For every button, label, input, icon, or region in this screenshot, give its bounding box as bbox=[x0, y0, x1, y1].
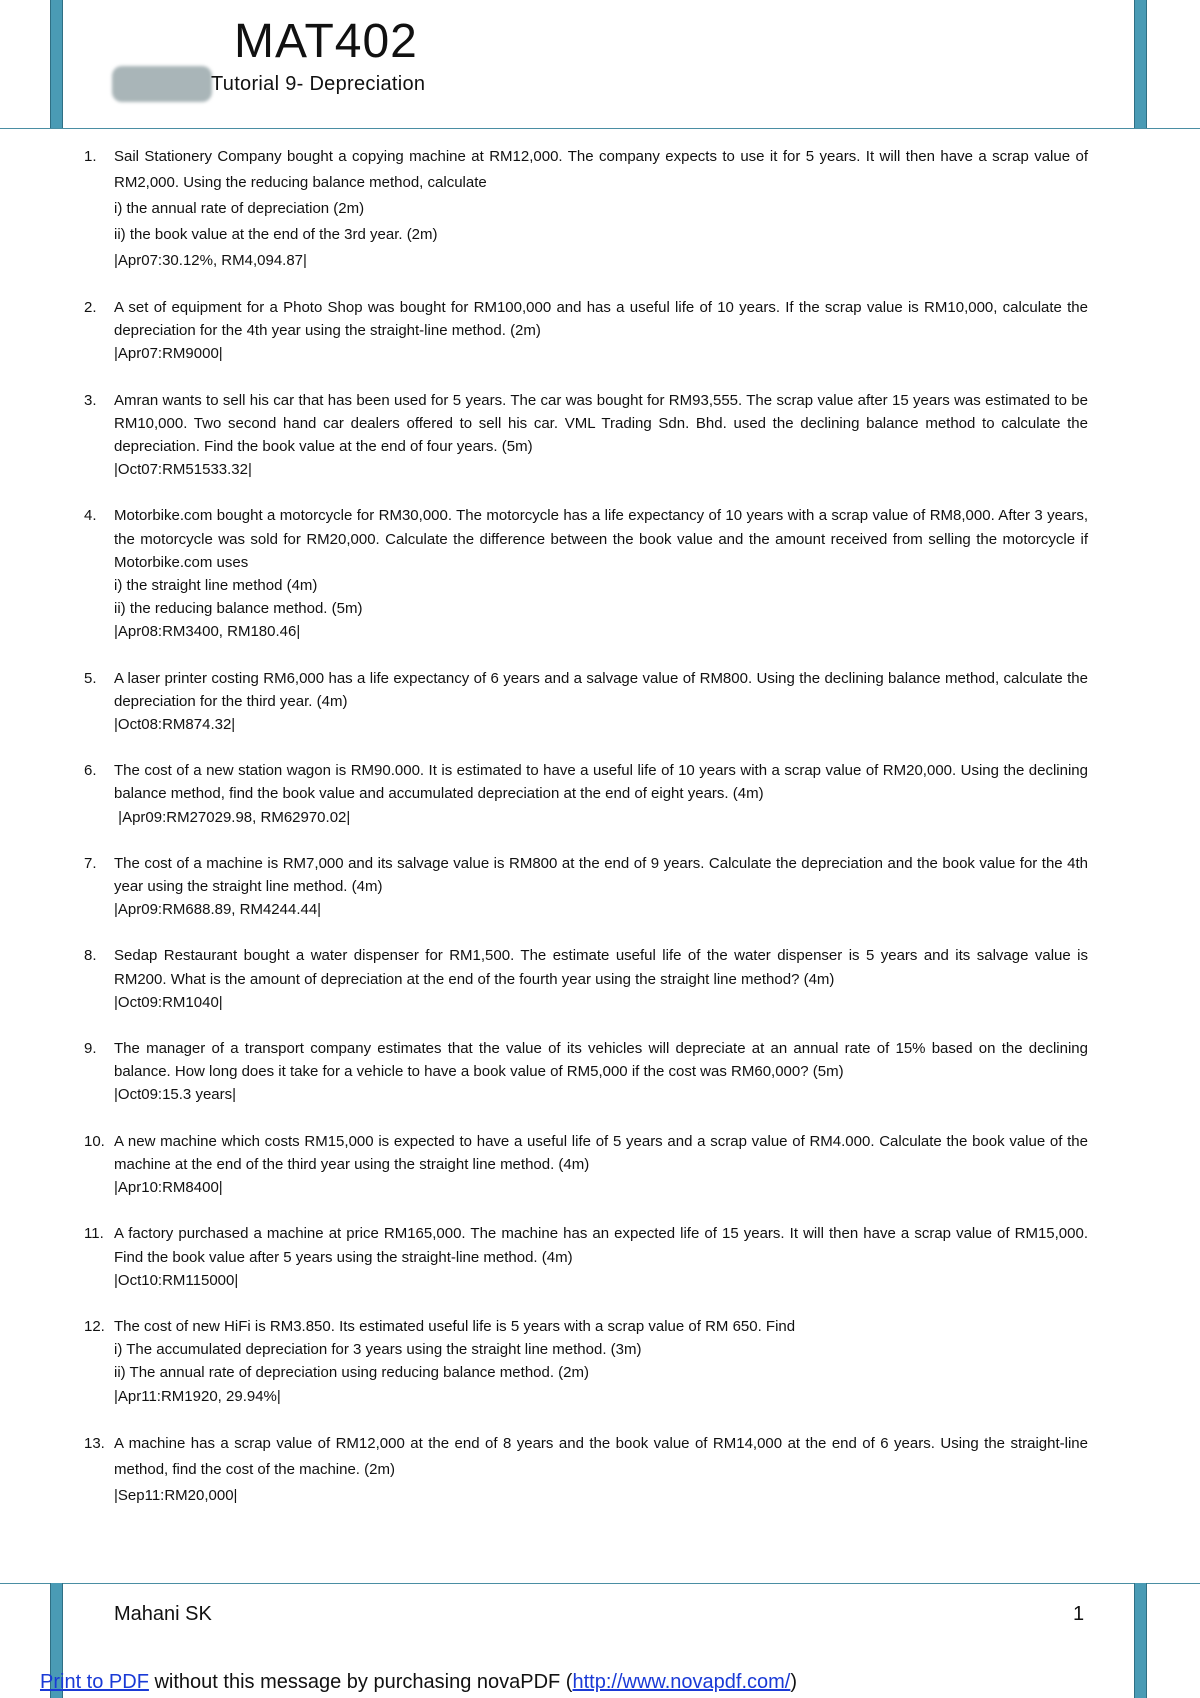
question-item bbox=[84, 504, 1093, 643]
question-text: i) the straight line method (4m) bbox=[114, 577, 318, 595]
footer-right-bar bbox=[1134, 1583, 1147, 1698]
question-text: A machine has a scrap value of RM12,000 at the end of 8 years and the book value of RM14,000 at the end of 6 years. Using the straight-line method, find the cost of the machine. (2m) bbox=[114, 1434, 1093, 1478]
question-item bbox=[84, 1315, 1088, 1408]
question-text: ii) the reducing balance method. (5m) bbox=[114, 600, 363, 618]
question-text: The cost of new HiFi is RM3.850. Its estimated useful life is 5 years with a scrap value of RM 650. Find bbox=[114, 1317, 796, 1335]
question-item bbox=[84, 144, 1093, 274]
question-item bbox=[84, 667, 1093, 737]
novapdf-url-link[interactable]: http://www.novapdf.com/ bbox=[572, 1671, 791, 1693]
novapdf-message: without this message by purchasing novaPDF ( bbox=[148, 1671, 573, 1693]
question-number: 6. bbox=[84, 762, 97, 780]
question-text: A new machine which costs RM15,000 is expected to have a useful life of 5 years and a scrap value of RM4.000. Calculate the book value of the machine at the end of the third year using the straight line method. (4m) bbox=[114, 1132, 1093, 1173]
question-number: 9. bbox=[84, 1040, 97, 1058]
question-text: Sail Stationery Company bought a copying machine at RM12,000. The company expects to use it for 5 years. It will then have a scrap value of RM2,000. Using the reducing balance method, calculate bbox=[114, 148, 1093, 191]
question-answer-key: |Apr09:RM27029.98, RM62970.02| bbox=[114, 808, 351, 826]
question-text: A set of equipment for a Photo Shop was bought for RM100,000 and has a useful life of 10 years. If the scrap value is RM10,000, calculate the depreciation for the 4th year using the straight-line method. (2m) bbox=[114, 299, 1093, 340]
question-text: i) The accumulated depreciation for 3 years using the straight line method. (3m) bbox=[114, 1341, 642, 1359]
question-number: 1. bbox=[84, 148, 97, 165]
question-answer-key: |Oct10:RM115000| bbox=[114, 1271, 239, 1289]
footer-rule bbox=[0, 1583, 1200, 1584]
page-number: 1 bbox=[1073, 1603, 1085, 1625]
course-code-title: MAT402 bbox=[234, 15, 418, 68]
novapdf-watermark-line bbox=[40, 1669, 797, 1695]
question-item bbox=[84, 944, 1093, 1014]
question-answer-key: |Apr11:RM1920, 29.94%| bbox=[114, 1387, 281, 1405]
question-text: A laser printer costing RM6,000 has a life expectancy of 6 years and a salvage value of RM800. Using the declining balance method, calculate the depreciation for the third year. (4m) bbox=[114, 669, 1093, 710]
question-number: 13. bbox=[84, 1434, 105, 1452]
question-number: 3. bbox=[84, 391, 97, 409]
print-to-pdf-link[interactable]: Print to PDF bbox=[40, 1671, 149, 1693]
question-list bbox=[84, 144, 1093, 1509]
question-text: The cost of a new station wagon is RM90.000. It is estimated to have a useful life of 10 years with a scrap value of RM20,000. Using the declining balance method, find the book value and accumulated depreciation at the end of eight years. (4m) bbox=[114, 762, 1093, 803]
question-answer-key: |Oct08:RM874.32| bbox=[114, 716, 236, 734]
question-answer-key: |Oct09:15.3 years| bbox=[114, 1086, 237, 1104]
question-item bbox=[84, 296, 1093, 366]
question-text: A factory purchased a machine at price RM165,000. The machine has an expected life of 15 years. It will then have a scrap value of RM15,000. Find the book value after 5 years using the straight-line method. (4m) bbox=[114, 1225, 1093, 1266]
question-number: 7. bbox=[84, 854, 97, 872]
question-number: 2. bbox=[84, 299, 97, 316]
question-text: ii) the book value at the end of the 3rd year. (2m) bbox=[114, 226, 438, 243]
question-text: Amran wants to sell his car that has been used for 5 years. The car was bought for RM93,555. The scrap value after 15 years was estimated to be RM10,000. Two second hand car dealers offered to sell his car. VML Trading Sdn. Bhd. used the declining balance method to calculate the depreciation. Find the book value at the end of four years. (5m) bbox=[114, 391, 1093, 456]
question-number: 8. bbox=[84, 947, 97, 965]
question-item bbox=[84, 1130, 1093, 1200]
question-answer-key: |Oct09:RM1040| bbox=[114, 993, 223, 1011]
question-text: Sedap Restaurant bought a water dispenser for RM1,500. The estimate useful life of the water dispenser is 5 years and its salvage value is RM200. What is the amount of depreciation at the end of the fourth year using the straight line method? (4m) bbox=[114, 947, 1093, 988]
novapdf-close-paren: ) bbox=[790, 1671, 798, 1693]
question-answer-key: |Apr08:RM3400, RM180.46| bbox=[114, 623, 301, 641]
question-number: 5. bbox=[84, 669, 97, 687]
header-rule bbox=[0, 128, 1200, 129]
tutorial-subtitle: Tutorial 9- Depreciation bbox=[211, 73, 426, 95]
header-right-bar bbox=[1134, 0, 1147, 129]
header-left-bar bbox=[50, 0, 63, 129]
redacted-name-blur bbox=[112, 66, 212, 102]
question-item bbox=[84, 759, 1093, 829]
question-answer-key: |Apr07:RM9000| bbox=[114, 345, 223, 363]
question-text: i) the annual rate of depreciation (2m) bbox=[114, 200, 365, 217]
question-item bbox=[84, 1431, 1093, 1509]
question-item bbox=[84, 852, 1093, 922]
question-item bbox=[84, 1037, 1093, 1107]
question-text: ii) The annual rate of depreciation using reducing balance method. (2m) bbox=[114, 1364, 590, 1382]
question-text: Motorbike.com bought a motorcycle for RM30,000. The motorcycle has a life expectancy of 10 years with a scrap value of RM8,000. After 3 years, the motorcycle was sold for RM20,000. Calculate the difference between the book value and the amount received from selling the motorcycle if Motorbike.com uses bbox=[114, 507, 1093, 571]
question-item bbox=[84, 389, 1093, 482]
question-number: 4. bbox=[84, 507, 97, 525]
question-item bbox=[84, 1222, 1093, 1292]
question-number: 11. bbox=[84, 1225, 104, 1243]
question-number: 12. bbox=[84, 1317, 105, 1335]
question-answer-key: |Apr09:RM688.89, RM4244.44| bbox=[114, 901, 322, 919]
footer-author: Mahani SK bbox=[114, 1603, 212, 1625]
question-number: 10. bbox=[84, 1132, 105, 1150]
question-answer-key: |Apr07:30.12%, RM4,094.87| bbox=[114, 252, 307, 269]
question-answer-key: |Oct07:RM51533.32| bbox=[114, 461, 252, 479]
question-answer-key: |Apr10:RM8400| bbox=[114, 1179, 223, 1197]
question-answer-key: |Sep11:RM20,000| bbox=[114, 1486, 238, 1504]
question-text: The manager of a transport company estimates that the value of its vehicles will depreciate at an annual rate of 15% based on the declining balance. How long does it take for a vehicle to have a book value of RM5,000 if the cost was RM60,000? (5m) bbox=[114, 1040, 1093, 1081]
question-text: The cost of a machine is RM7,000 and its salvage value is RM800 at the end of 9 years. Calculate the depreciation and the book value for the 4th year using the straight line method. (4m) bbox=[114, 854, 1093, 896]
